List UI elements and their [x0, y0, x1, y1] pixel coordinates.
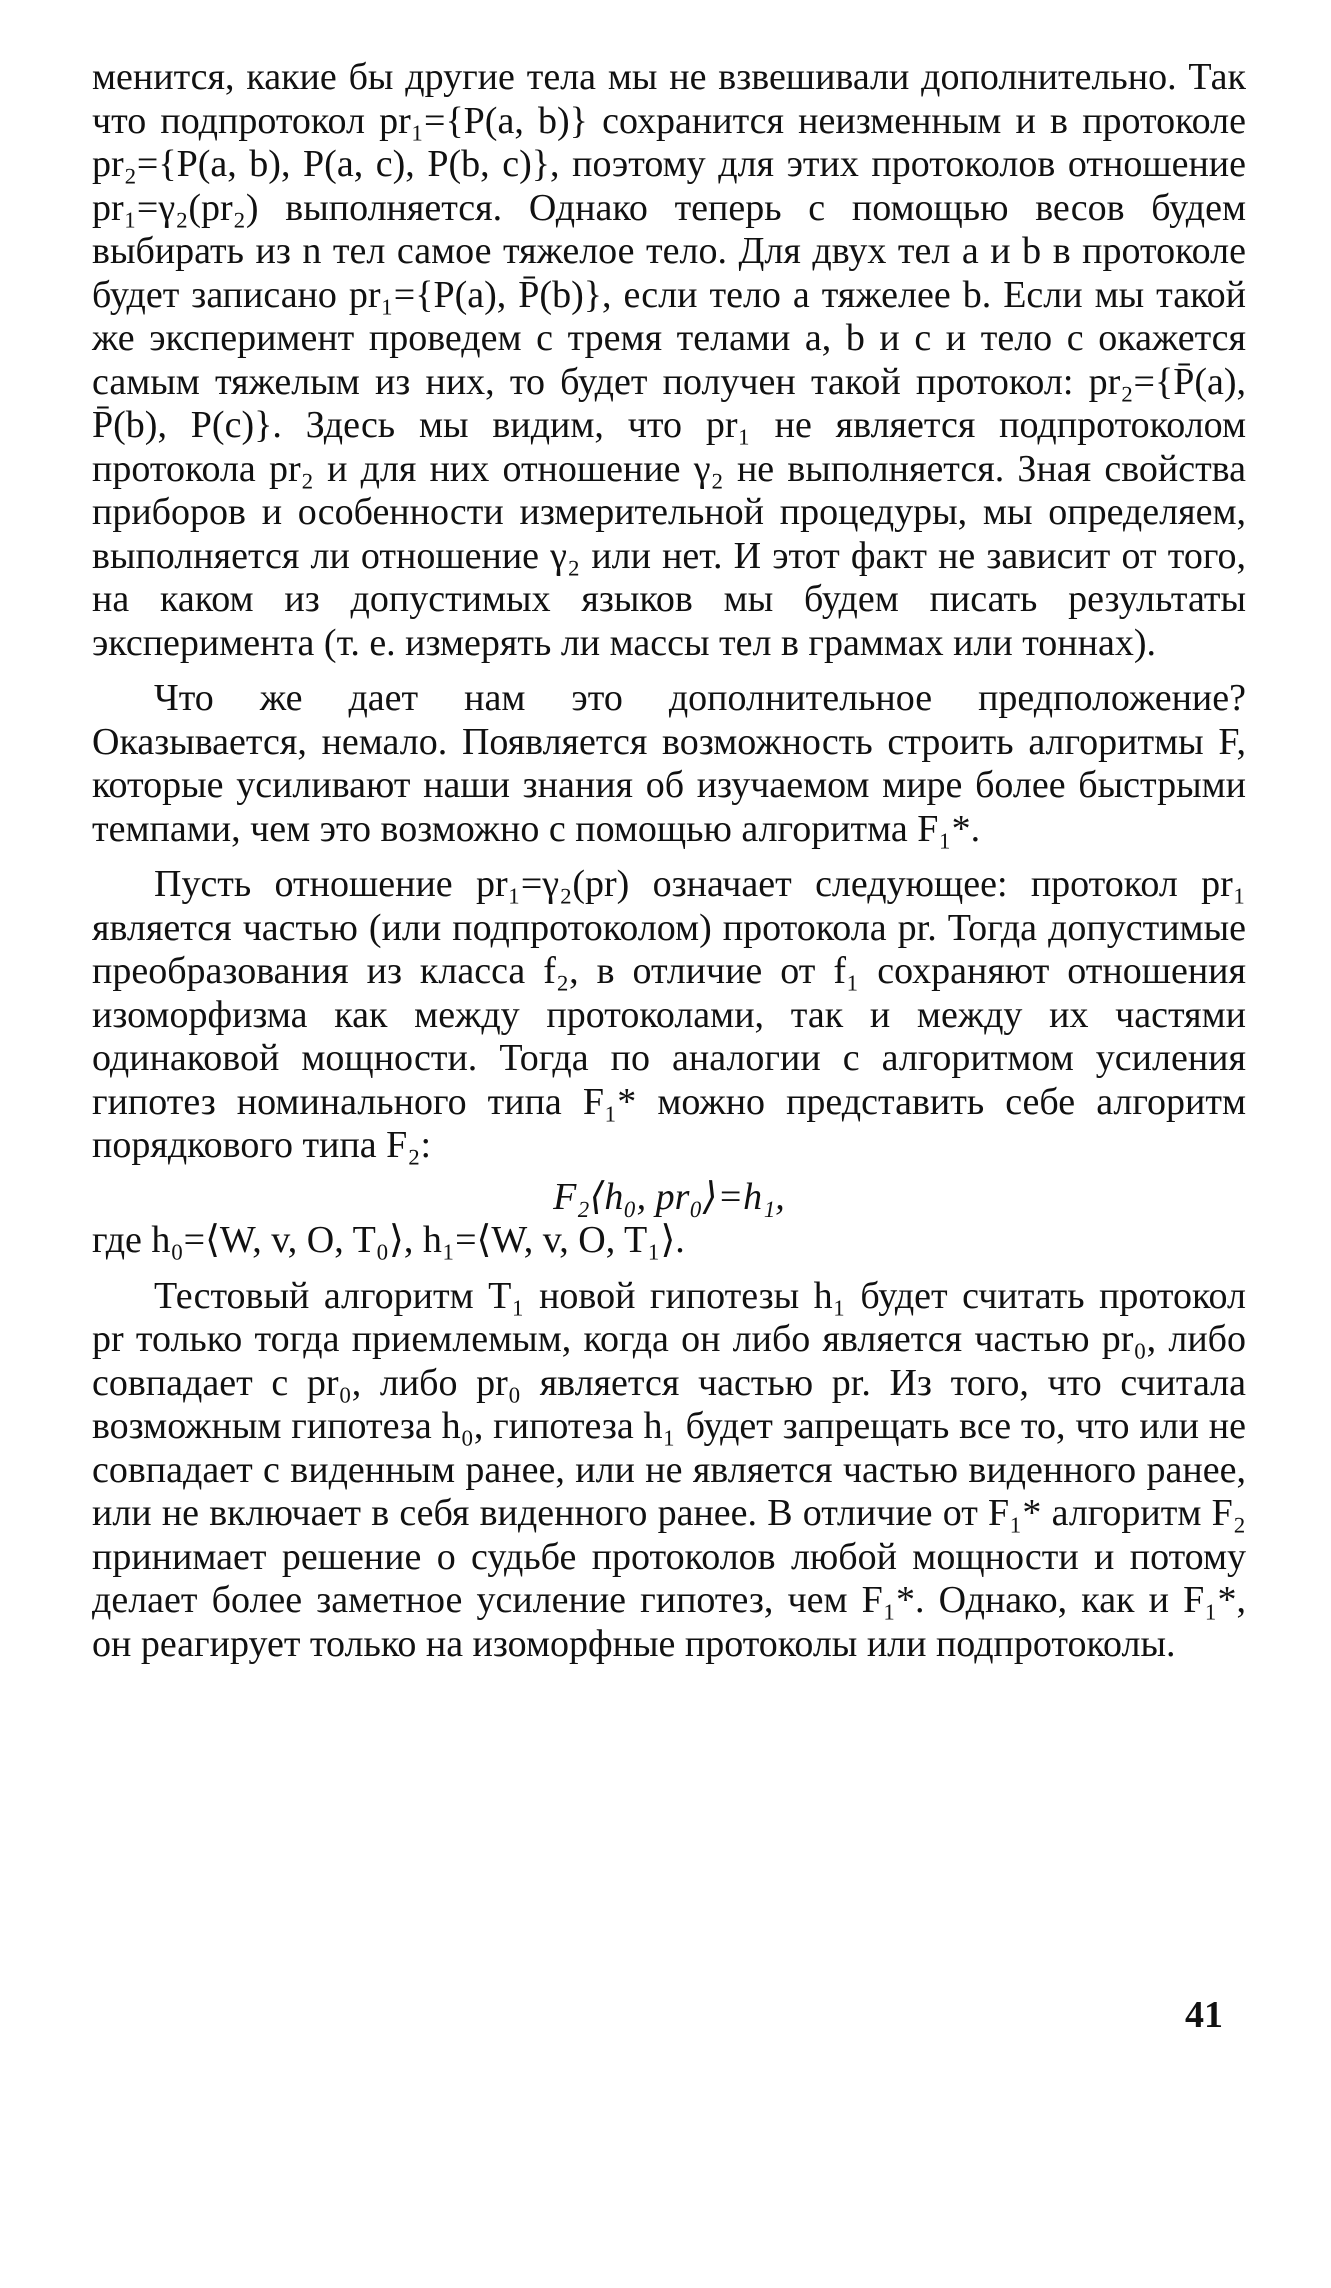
- paragraph-test-algorithm: Тестовый алгоритм T₁ новой гипотезы h₁ будет считать протокол pr только тогда приемлемым, когда он либо является частью pr₀, либо совпадает с pr₀, либо pr₀ является частью pr. Из того, что считала возможным гипотеза h₀, гипотеза h₁ будет запрещать все то, что или не совпадает с виденным ранее, или не является частью виденного ранее, или не включает в себя виденного ранее. В отличие от F₁* алгоритм F₂ принимает решение о судьбе протоколов любой мощности и потому делает более заметное усиление гипотез, чем F₁*. Однако, как и F₁*, он реагирует только на изоморфные протоколы или подпротоколы.: [92, 1274, 1246, 1665]
- paragraph-relation-definition: Пусть отношение pr₁=γ₂(pr) означает следующее: протокол pr₁ является частью (или подпротоколом) протокола pr. Тогда допустимые преобразования из класса f₂, в отличие от f₁ сохраняют отношения изоморфизма как между протоколами, так и между их частями одинаковой мощности. Тогда по аналогии с алгоритмом усиления гипотез номинального типа F₁* можно представить себе алгоритм порядкового типа F₂:: [92, 863, 1246, 1166]
- page-body: [92, 56, 1246, 1666]
- paragraph-continuation: менится, какие бы другие тела мы не взвешивали дополнительно. Так что подпротокол pr₁={P(a, b)} сохранится неизменным и в протоколе pr₂={P(a, b), P(a, c), P(b, c)}, поэтому для этих протоколов отношение pr₁=γ₂(pr₂) выполняется. Однако теперь с помощью весов будем выбирать из n тел самое тяжелое тело. Для двух тел a и b в протоколе будет записано pr₁={P(a), P̄(b)}, если тело a тяжелее b. Если мы такой же эксперимент проведем с тремя телами a, b и c и тело c окажется самым тяжелым из них, то будет получен такой протокол: pr₂={P̄(a), P̄(b), P(c)}. Здесь мы видим, что pr₁ не является подпротоколом протокола pr₂ и для них отношение γ₂ не выполняется. Зная свойства приборов и особенности измерительной процедуры, мы определяем, выполняется ли отношение γ₂ или нет. И этот факт не зависит от того, на каком из допустимых языков мы будем писать результаты эксперимента (т. е. измерять ли массы тел в граммах или тоннах).: [92, 56, 1246, 664]
- paragraph-additional-assumption: Что же дает нам это дополнительное предположение? Оказывается, немало. Появляется возможность строить алгоритмы F, которые усиливают наши знания об изучаемом мире более быстрыми темпами, чем это возможно с помощью алгоритма F₁*.: [92, 677, 1246, 850]
- formula-where-line: где h₀=⟨W, v, O, T₀⟩, h₁=⟨W, v, O, T₁⟩.: [92, 1219, 685, 1261]
- page-number: 41: [1185, 1994, 1223, 2036]
- formula-algorithm-f2: F₂⟨h₀, pr₀⟩=h₁,: [553, 1175, 785, 1218]
